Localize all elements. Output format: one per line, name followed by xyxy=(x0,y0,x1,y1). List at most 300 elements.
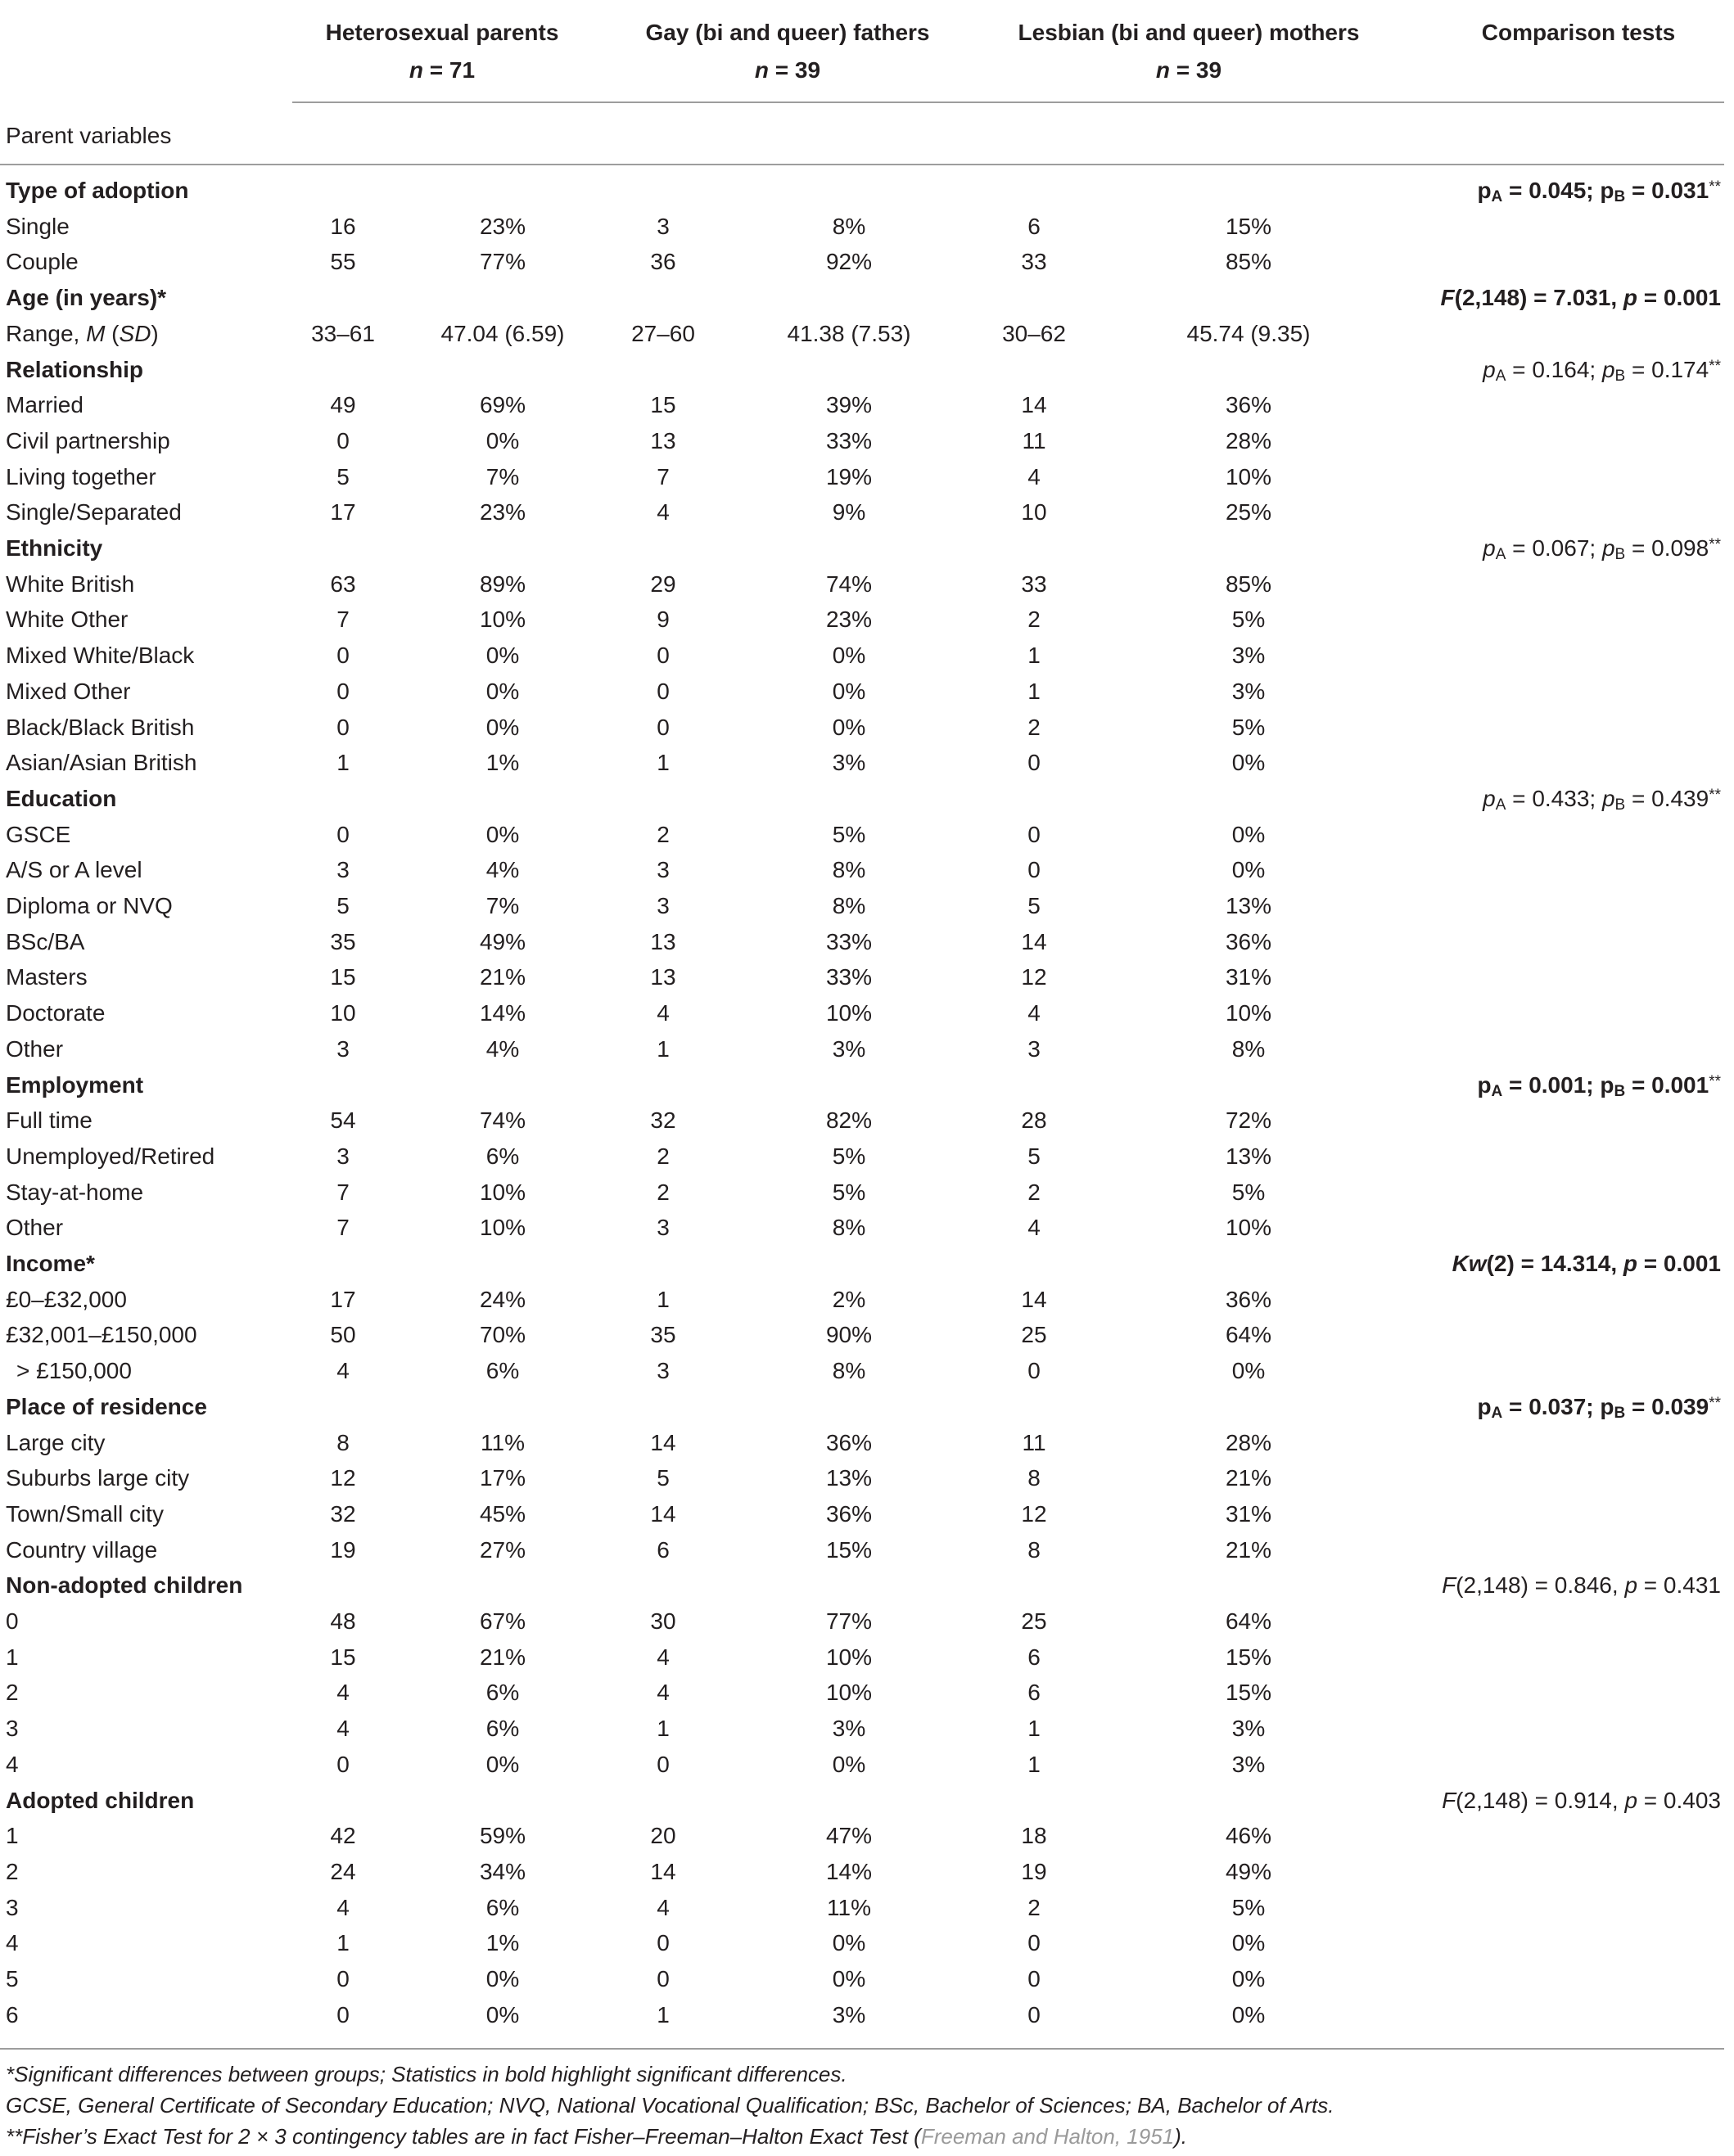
cell-gay-count: 1 xyxy=(657,750,670,776)
row-label: Asian/Asian British xyxy=(6,750,197,776)
cell-gay-percent: 77% xyxy=(825,1608,873,1634)
cell-lesbian-count: 18 xyxy=(1021,1823,1047,1849)
cell-het-percent: 7% xyxy=(485,463,520,489)
cell-gay-count: 1 xyxy=(657,1716,670,1742)
cell-gay-percent: 5% xyxy=(832,1179,866,1205)
table-row xyxy=(0,1997,1734,2033)
cell-lesbian-percent: 31% xyxy=(1225,1500,1272,1527)
row-label: 3 xyxy=(6,1716,19,1742)
table-row xyxy=(0,1961,1734,1997)
cell-gay-percent: 92% xyxy=(825,249,873,275)
cell-gay-count: 13 xyxy=(650,427,676,453)
cell-het-percent: 14% xyxy=(479,1000,526,1026)
comparison-test-result: $p_A = 0.045$; $p_B = 0.031^{**}$ xyxy=(1477,178,1721,205)
top-rule xyxy=(0,164,1724,165)
cell-het-count: 0 xyxy=(336,1966,350,1991)
cell-lesbian-count: 10 xyxy=(1021,499,1047,525)
cell-lesbian-percent: 15% xyxy=(1225,1680,1272,1706)
cell-gay-percent: 5% xyxy=(832,1143,866,1169)
cell-gay-percent: 0% xyxy=(832,643,866,669)
cell-lesbian-percent: 72% xyxy=(1225,1107,1272,1134)
row-label: Large city xyxy=(6,1429,106,1455)
row-label: Mixed White/Black xyxy=(6,643,195,669)
header-n-lesbian-mothers: n = 39 xyxy=(1155,57,1222,83)
cell-gay-percent: 2% xyxy=(832,1286,866,1312)
table-row xyxy=(0,959,1734,995)
table-row xyxy=(0,1818,1734,1854)
category-row xyxy=(0,352,1734,388)
cell-gay-percent: 0% xyxy=(832,678,866,704)
table-row xyxy=(0,995,1734,1031)
cell-lesbian-count: 0 xyxy=(1027,857,1041,883)
comparison-test-result: F(2,148) = 7.031, p = 0.001 xyxy=(1440,285,1721,311)
cell-het-count: 63 xyxy=(330,571,356,597)
cell-het-count: 4 xyxy=(336,1358,350,1384)
cell-gay-percent: 0% xyxy=(832,1930,866,1956)
row-label: Suburbs large city xyxy=(6,1465,190,1491)
cell-gay-count: 20 xyxy=(650,1823,676,1849)
table-row xyxy=(0,710,1734,746)
cell-het-count: 12 xyxy=(330,1465,356,1491)
cell-het-count: 0 xyxy=(336,821,350,847)
cell-het-percent: 10% xyxy=(479,607,526,633)
cell-lesbian-count: 6 xyxy=(1027,1680,1041,1706)
cell-gay-count: 29 xyxy=(650,571,676,597)
row-label: 4 xyxy=(6,1751,19,1777)
cell-het-count: 15 xyxy=(330,964,356,990)
row-label: Other xyxy=(6,1215,64,1241)
cell-gay-percent: 14% xyxy=(825,1858,873,1884)
cell-het-percent: 45% xyxy=(479,1500,526,1527)
cell-het-percent: 34% xyxy=(479,1858,526,1884)
cell-het-percent: 59% xyxy=(479,1823,526,1849)
cell-gay-count: 4 xyxy=(657,1000,670,1026)
cell-het-percent: 0% xyxy=(485,678,520,704)
cell-gay-count: 14 xyxy=(650,1500,676,1527)
cell-lesbian-count: 1 xyxy=(1027,643,1041,669)
cell-het-percent: 10% xyxy=(479,1179,526,1205)
row-label: Doctorate xyxy=(6,1000,106,1026)
cell-het-count: 33–61 xyxy=(311,320,375,346)
cell-het-count: 0 xyxy=(336,427,350,453)
row-label: 6 xyxy=(6,2001,19,2027)
cell-het-percent: 4% xyxy=(485,1035,520,1062)
category-label: Age (in years)* xyxy=(6,285,167,311)
category-label: Non-adopted children xyxy=(6,1572,243,1599)
cell-gay-count: 3 xyxy=(657,1358,670,1384)
cell-lesbian-percent: 0% xyxy=(1231,1966,1266,1991)
cell-gay-percent: 11% xyxy=(827,1894,871,1920)
table-row xyxy=(0,1532,1734,1568)
row-label: Married xyxy=(6,392,84,418)
row-label: GSCE xyxy=(6,821,71,847)
cell-gay-count: 7 xyxy=(657,463,670,489)
cell-lesbian-percent: 5% xyxy=(1231,714,1266,740)
cell-het-count: 7 xyxy=(336,1215,350,1241)
table-row xyxy=(0,423,1734,459)
table-row xyxy=(0,1282,1734,1318)
comparison-test-result: F(2,148) = 0.846, p = 0.431 xyxy=(1442,1572,1721,1599)
cell-gay-count: 0 xyxy=(657,1930,670,1956)
cell-gay-percent: 3% xyxy=(832,750,866,776)
cell-het-percent: 27% xyxy=(479,1536,526,1563)
cell-gay-count: 0 xyxy=(657,643,670,669)
cell-gay-count: 15 xyxy=(650,392,676,418)
cell-gay-percent: 19% xyxy=(825,463,873,489)
cell-het-percent: 6% xyxy=(485,1358,520,1384)
table-row xyxy=(0,1317,1734,1353)
header-n-heterosexual: n = 71 xyxy=(409,57,476,83)
table-row xyxy=(0,817,1734,853)
cell-het-percent: 0% xyxy=(485,427,520,453)
cell-gay-percent: 3% xyxy=(832,2001,866,2027)
cell-het-count: 3 xyxy=(336,1143,350,1169)
cell-lesbian-count: 4 xyxy=(1027,463,1041,489)
cell-gay-count: 30 xyxy=(650,1608,676,1634)
cell-lesbian-percent: 45.74 (9.35) xyxy=(1186,320,1311,346)
cell-het-count: 54 xyxy=(330,1107,356,1134)
cell-lesbian-percent: 3% xyxy=(1231,643,1266,669)
table-row xyxy=(0,924,1734,960)
table-row xyxy=(0,316,1734,352)
cell-gay-count: 6 xyxy=(657,1536,670,1563)
cell-het-count: 16 xyxy=(330,213,356,239)
cell-lesbian-percent: 36% xyxy=(1225,392,1272,418)
cell-gay-percent: 90% xyxy=(825,1322,873,1348)
cell-lesbian-percent: 0% xyxy=(1231,2001,1266,2027)
cell-gay-count: 4 xyxy=(657,1894,670,1920)
cell-lesbian-count: 8 xyxy=(1027,1465,1041,1491)
cell-het-percent: 0% xyxy=(485,1751,520,1777)
cell-gay-count: 4 xyxy=(657,499,670,525)
cell-lesbian-count: 28 xyxy=(1021,1107,1047,1134)
cell-lesbian-count: 6 xyxy=(1027,1644,1041,1670)
cell-lesbian-percent: 13% xyxy=(1225,1143,1272,1169)
cell-gay-count: 1 xyxy=(657,2001,670,2027)
cell-lesbian-percent: 0% xyxy=(1231,750,1266,776)
cell-gay-count: 14 xyxy=(650,1858,676,1884)
cell-gay-percent: 47% xyxy=(825,1823,873,1849)
cell-het-count: 48 xyxy=(330,1608,356,1634)
table-row xyxy=(0,1496,1734,1532)
cell-het-percent: 10% xyxy=(479,1215,526,1241)
table-row xyxy=(0,566,1734,602)
cell-lesbian-count: 6 xyxy=(1027,213,1041,239)
cell-het-count: 49 xyxy=(330,392,356,418)
cell-het-percent: 74% xyxy=(479,1107,526,1134)
cell-gay-percent: 13% xyxy=(825,1465,873,1491)
reference-link[interactable]: Freeman and Halton, 1951 xyxy=(920,2124,1175,2149)
cell-gay-count: 5 xyxy=(657,1465,670,1491)
cell-het-percent: 69% xyxy=(479,392,526,418)
cell-het-count: 10 xyxy=(330,1000,356,1026)
row-label: 0 xyxy=(6,1608,19,1634)
table-row xyxy=(0,1603,1734,1640)
cell-het-percent: 1% xyxy=(485,750,520,776)
section-label-parent-variables: Parent variables xyxy=(6,123,172,148)
cell-het-percent: 0% xyxy=(485,714,520,740)
cell-lesbian-percent: 0% xyxy=(1231,1930,1266,1956)
cell-het-percent: 67% xyxy=(479,1608,526,1634)
cell-gay-percent: 9% xyxy=(832,499,866,525)
row-label: Single/Separated xyxy=(6,499,182,525)
cell-gay-percent: 3% xyxy=(832,1035,866,1062)
table-row xyxy=(0,1747,1734,1783)
cell-gay-percent: 41.38 (7.53) xyxy=(787,320,911,346)
cell-lesbian-percent: 21% xyxy=(1225,1465,1272,1491)
cell-lesbian-count: 5 xyxy=(1027,1143,1041,1169)
category-row xyxy=(0,781,1734,817)
cell-het-count: 4 xyxy=(336,1716,350,1742)
cell-lesbian-count: 5 xyxy=(1027,893,1041,918)
row-label: 1 xyxy=(6,1823,19,1849)
cell-gay-percent: 15% xyxy=(825,1536,873,1563)
category-label: Ethnicity xyxy=(6,535,103,561)
cell-het-percent: 21% xyxy=(479,1644,526,1670)
category-label: Type of adoption xyxy=(6,178,189,203)
row-label: 1 xyxy=(6,1644,19,1670)
cell-het-count: 15 xyxy=(330,1644,356,1670)
table-row xyxy=(0,602,1734,638)
table-row xyxy=(0,638,1734,674)
cell-lesbian-percent: 3% xyxy=(1231,678,1266,704)
comparison-test-result: Kw(2) = 14.314, p = 0.001 xyxy=(1452,1251,1721,1276)
table-row xyxy=(0,1210,1734,1246)
table-row xyxy=(0,459,1734,495)
table-row xyxy=(0,1460,1734,1496)
cell-lesbian-percent: 3% xyxy=(1231,1751,1266,1777)
cell-het-percent: 70% xyxy=(479,1322,526,1348)
category-row xyxy=(0,1246,1734,1282)
cell-lesbian-count: 12 xyxy=(1021,1500,1047,1527)
cell-het-count: 4 xyxy=(336,1680,350,1706)
table-row xyxy=(0,745,1734,781)
cell-lesbian-count: 30–62 xyxy=(1002,320,1066,346)
cell-het-count: 17 xyxy=(330,499,356,525)
cell-het-count: 0 xyxy=(336,1751,350,1777)
header-rule xyxy=(292,101,1724,103)
comparison-test-result: $p_A = 0.001$; $p_B = 0.001^{**}$ xyxy=(1477,1071,1721,1100)
cell-lesbian-count: 14 xyxy=(1021,392,1047,418)
row-label: 4 xyxy=(6,1930,19,1956)
category-row xyxy=(0,530,1734,566)
table-row xyxy=(0,244,1734,280)
cell-gay-count: 3 xyxy=(657,893,670,918)
category-row xyxy=(0,280,1734,316)
cell-het-count: 4 xyxy=(336,1894,350,1920)
row-label: Country village xyxy=(6,1536,158,1563)
cell-gay-count: 0 xyxy=(657,714,670,740)
cell-lesbian-count: 2 xyxy=(1027,1179,1041,1205)
cell-lesbian-percent: 5% xyxy=(1231,1179,1266,1205)
cell-het-count: 7 xyxy=(336,607,350,633)
cell-het-percent: 17% xyxy=(479,1465,526,1491)
cell-gay-percent: 33% xyxy=(825,928,873,954)
cell-het-count: 35 xyxy=(330,928,356,954)
cell-het-percent: 77% xyxy=(479,249,526,275)
cell-het-percent: 0% xyxy=(485,2001,520,2027)
comparison-test-result: F(2,148) = 0.914, p = 0.403 xyxy=(1442,1787,1721,1813)
cell-het-count: 0 xyxy=(336,643,350,669)
cell-het-count: 8 xyxy=(336,1429,350,1455)
cell-lesbian-count: 33 xyxy=(1021,571,1047,597)
cell-lesbian-count: 0 xyxy=(1027,750,1041,776)
table-row xyxy=(0,1175,1734,1211)
cell-gay-percent: 0% xyxy=(832,1966,866,1991)
cell-gay-count: 0 xyxy=(657,678,670,704)
cell-gay-percent: 8% xyxy=(832,213,866,239)
row-label: Stay-at-home xyxy=(6,1179,144,1205)
cell-gay-count: 36 xyxy=(650,249,676,275)
cell-gay-count: 0 xyxy=(657,1966,670,1991)
cell-gay-count: 2 xyxy=(657,1143,670,1169)
cell-lesbian-percent: 21% xyxy=(1225,1536,1272,1563)
cell-het-percent: 89% xyxy=(479,571,526,597)
cell-gay-percent: 10% xyxy=(825,1644,873,1670)
table-row xyxy=(0,1925,1734,1961)
row-label: 3 xyxy=(6,1894,19,1920)
table-row xyxy=(0,1640,1734,1676)
cell-het-percent: 6% xyxy=(485,1143,520,1169)
category-row xyxy=(0,1389,1734,1425)
cell-lesbian-percent: 15% xyxy=(1225,213,1272,239)
cell-lesbian-percent: 31% xyxy=(1225,964,1272,990)
cell-gay-percent: 33% xyxy=(825,964,873,990)
row-label: Masters xyxy=(6,964,88,990)
cell-lesbian-percent: 3% xyxy=(1231,1716,1266,1742)
category-row xyxy=(0,1567,1734,1603)
cell-lesbian-percent: 85% xyxy=(1225,249,1272,275)
cell-het-count: 0 xyxy=(336,714,350,740)
row-label: Range, M (SD) xyxy=(6,320,159,346)
cell-lesbian-count: 0 xyxy=(1027,1966,1041,1991)
cell-gay-percent: 8% xyxy=(832,893,866,918)
header-comparison-tests: Comparison tests xyxy=(1481,20,1676,45)
row-label: 2 xyxy=(6,1680,19,1706)
cell-het-count: 42 xyxy=(330,1823,356,1849)
category-label: Employment xyxy=(6,1071,144,1098)
cell-gay-count: 2 xyxy=(657,1179,670,1205)
cell-gay-percent: 23% xyxy=(825,607,873,633)
cell-het-count: 0 xyxy=(336,678,350,704)
row-label: White Other xyxy=(6,607,129,633)
cell-lesbian-count: 12 xyxy=(1021,964,1047,990)
category-row xyxy=(0,173,1734,209)
cell-gay-count: 1 xyxy=(657,1035,670,1062)
cell-lesbian-count: 1 xyxy=(1027,1716,1041,1742)
category-label: Adopted children xyxy=(6,1787,195,1813)
row-label: Other xyxy=(6,1035,64,1062)
cell-lesbian-count: 8 xyxy=(1027,1536,1041,1563)
cell-gay-percent: 36% xyxy=(825,1429,873,1455)
cell-lesbian-percent: 0% xyxy=(1231,1358,1266,1384)
table-row xyxy=(0,209,1734,245)
row-label: 2 xyxy=(6,1858,19,1884)
cell-gay-percent: 39% xyxy=(825,392,873,418)
cell-het-count: 19 xyxy=(330,1536,356,1563)
table-row xyxy=(0,1711,1734,1747)
cell-lesbian-count: 0 xyxy=(1027,821,1041,847)
cell-het-count: 32 xyxy=(330,1500,356,1527)
row-label: 5 xyxy=(6,1966,19,1991)
cell-gay-percent: 10% xyxy=(825,1000,873,1026)
cell-lesbian-percent: 8% xyxy=(1231,1035,1266,1062)
row-label: Couple xyxy=(6,249,79,275)
table-row xyxy=(0,888,1734,924)
cell-het-count: 5 xyxy=(336,893,350,918)
cell-gay-percent: 8% xyxy=(832,857,866,883)
comparison-test-result: $p_A = 0.164$; $p_B = 0.174^{**}$ xyxy=(1483,356,1721,385)
cell-het-percent: 7% xyxy=(485,893,520,918)
cell-lesbian-count: 2 xyxy=(1027,714,1041,740)
cell-lesbian-count: 19 xyxy=(1021,1858,1047,1884)
cell-het-percent: 23% xyxy=(479,213,526,239)
cell-het-percent: 0% xyxy=(485,1966,520,1991)
category-row xyxy=(0,1067,1734,1103)
cell-het-percent: 11% xyxy=(481,1429,525,1455)
cell-lesbian-count: 33 xyxy=(1021,249,1047,275)
row-label: Unemployed/Retired xyxy=(6,1143,215,1169)
row-label: Diploma or NVQ xyxy=(6,893,173,918)
cell-lesbian-percent: 0% xyxy=(1231,821,1266,847)
cell-het-count: 5 xyxy=(336,463,350,489)
table-row xyxy=(0,852,1734,888)
table-row xyxy=(0,387,1734,423)
cell-gay-count: 14 xyxy=(650,1429,676,1455)
cell-het-count: 7 xyxy=(336,1179,350,1205)
cell-gay-percent: 10% xyxy=(825,1680,873,1706)
table-row xyxy=(0,1425,1734,1461)
comparison-test-result: $p_A = 0.037$; $p_B = 0.039^{**}$ xyxy=(1477,1393,1721,1422)
row-label: BSc/BA xyxy=(6,928,85,954)
cell-lesbian-percent: 10% xyxy=(1225,463,1272,489)
cell-gay-count: 3 xyxy=(657,857,670,883)
cell-het-count: 55 xyxy=(330,249,356,275)
cell-gay-percent: 8% xyxy=(832,1215,866,1241)
cell-lesbian-percent: 28% xyxy=(1225,1429,1272,1455)
cell-gay-count: 3 xyxy=(657,213,670,239)
cell-lesbian-percent: 64% xyxy=(1225,1322,1272,1348)
cell-het-percent: 6% xyxy=(485,1894,520,1920)
cell-lesbian-count: 3 xyxy=(1027,1035,1041,1062)
comparison-test-result: $p_A = 0.433$; $p_B = 0.439^{**}$ xyxy=(1483,785,1721,814)
cell-gay-count: 4 xyxy=(657,1680,670,1706)
cell-het-count: 24 xyxy=(330,1858,356,1884)
cell-het-count: 1 xyxy=(336,1930,350,1956)
header-group-lesbian-mothers: Lesbian (bi and queer) mothers xyxy=(1018,20,1360,45)
cell-gay-count: 32 xyxy=(650,1107,676,1134)
cell-lesbian-count: 4 xyxy=(1027,1000,1041,1026)
cell-lesbian-percent: 0% xyxy=(1231,857,1266,883)
cell-lesbian-count: 25 xyxy=(1021,1608,1047,1634)
cell-het-percent: 4% xyxy=(485,857,520,883)
header-group-gay-fathers: Gay (bi and queer) fathers xyxy=(645,20,930,45)
cell-lesbian-percent: 10% xyxy=(1225,1000,1272,1026)
table-row xyxy=(0,1854,1734,1890)
table-row xyxy=(0,1353,1734,1389)
table-row xyxy=(0,1675,1734,1711)
cell-lesbian-percent: 85% xyxy=(1225,571,1272,597)
cell-gay-count: 2 xyxy=(657,821,670,847)
cell-gay-count: 1 xyxy=(657,1286,670,1312)
cell-het-count: 50 xyxy=(330,1322,356,1348)
cell-gay-percent: 36% xyxy=(825,1500,873,1527)
bottom-rule xyxy=(0,2048,1724,2050)
cell-lesbian-count: 0 xyxy=(1027,2001,1041,2027)
row-label: > £150,000 xyxy=(16,1358,132,1384)
cell-lesbian-percent: 36% xyxy=(1225,1286,1272,1312)
cell-het-percent: 0% xyxy=(485,821,520,847)
